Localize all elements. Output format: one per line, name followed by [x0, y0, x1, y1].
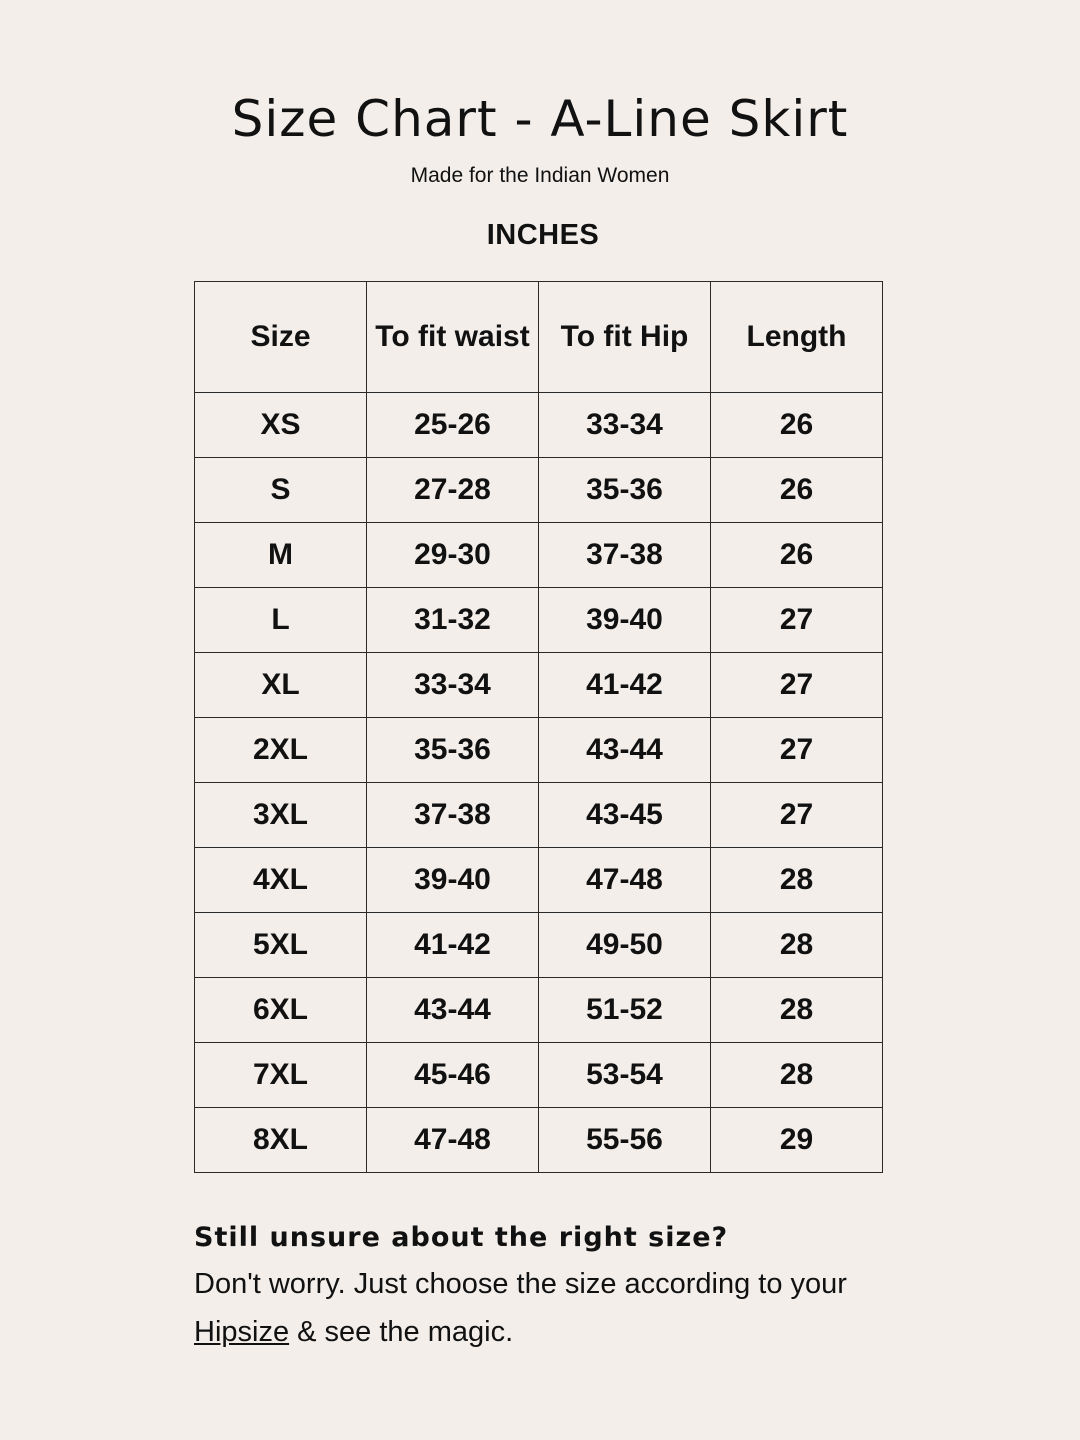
table-row	[195, 783, 883, 848]
cell-hip: 51-52	[539, 978, 711, 1043]
cell-length: 28	[711, 1043, 883, 1108]
page-subtitle: Made for the Indian Women	[410, 164, 670, 187]
cell-waist: 37-38	[367, 783, 539, 848]
cell-size: 2XL	[195, 718, 367, 783]
cell-waist: 35-36	[367, 718, 539, 783]
cell-waist: 29-30	[367, 523, 539, 588]
cell-waist: 41-42	[367, 913, 539, 978]
units-label: INCHES	[486, 219, 600, 251]
table-header	[195, 282, 883, 393]
cell-hip: 43-45	[539, 783, 711, 848]
cell-waist: 33-34	[367, 653, 539, 718]
cell-size: L	[195, 588, 367, 653]
cell-length: 27	[711, 783, 883, 848]
cell-length: 28	[711, 978, 883, 1043]
cell-hip: 53-54	[539, 1043, 711, 1108]
note-text-after: & see the magic.	[289, 1316, 514, 1348]
table-row	[195, 588, 883, 653]
cell-length: 27	[711, 653, 883, 718]
cell-waist: 39-40	[367, 848, 539, 913]
note-body	[194, 1260, 914, 1356]
cell-size: 3XL	[195, 783, 367, 848]
cell-hip: 35-36	[539, 458, 711, 523]
table-row	[195, 523, 883, 588]
cell-length: 26	[711, 393, 883, 458]
cell-length: 29	[711, 1108, 883, 1173]
cell-hip: 47-48	[539, 848, 711, 913]
table-row	[195, 848, 883, 913]
note-text-before: Don't worry. Just choose the size according to your	[194, 1268, 847, 1300]
cell-length: 28	[711, 913, 883, 978]
cell-length: 26	[711, 458, 883, 523]
cell-length: 27	[711, 588, 883, 653]
cell-hip: 49-50	[539, 913, 711, 978]
hipsize-link[interactable]: Hipsize	[194, 1316, 290, 1348]
cell-size: 6XL	[195, 978, 367, 1043]
cell-size: 7XL	[195, 1043, 367, 1108]
table-row	[195, 458, 883, 523]
cell-hip: 41-42	[539, 653, 711, 718]
cell-size: XL	[195, 653, 367, 718]
cell-size: S	[195, 458, 367, 523]
column-header-length: Length	[711, 282, 883, 393]
column-header-hip: To fit Hip	[539, 282, 711, 393]
cell-waist: 31-32	[367, 588, 539, 653]
size-help-note	[194, 1216, 914, 1356]
table-row	[195, 393, 883, 458]
size-table	[194, 281, 883, 1173]
column-header-waist: To fit waist	[367, 282, 539, 393]
cell-size: M	[195, 523, 367, 588]
note-heading: Still unsure about the right size?	[194, 1222, 729, 1253]
cell-waist: 45-46	[367, 1043, 539, 1108]
cell-hip: 37-38	[539, 523, 711, 588]
cell-hip: 55-56	[539, 1108, 711, 1173]
table-body	[195, 393, 883, 1173]
cell-waist: 25-26	[367, 393, 539, 458]
cell-waist: 43-44	[367, 978, 539, 1043]
table-row	[195, 978, 883, 1043]
table-row	[195, 1043, 883, 1108]
cell-length: 28	[711, 848, 883, 913]
table-row	[195, 913, 883, 978]
cell-size: 4XL	[195, 848, 367, 913]
cell-size: 5XL	[195, 913, 367, 978]
cell-size: 8XL	[195, 1108, 367, 1173]
cell-length: 27	[711, 718, 883, 783]
cell-waist: 27-28	[367, 458, 539, 523]
table-row	[195, 1108, 883, 1173]
header-row	[195, 282, 883, 393]
cell-hip: 33-34	[539, 393, 711, 458]
cell-waist: 47-48	[367, 1108, 539, 1173]
cell-hip: 39-40	[539, 588, 711, 653]
page-title: Size Chart - A-Line Skirt	[231, 90, 849, 148]
table-row	[195, 653, 883, 718]
cell-hip: 43-44	[539, 718, 711, 783]
cell-length: 26	[711, 523, 883, 588]
column-header-size: Size	[195, 282, 367, 393]
cell-size: XS	[195, 393, 367, 458]
table-row	[195, 718, 883, 783]
